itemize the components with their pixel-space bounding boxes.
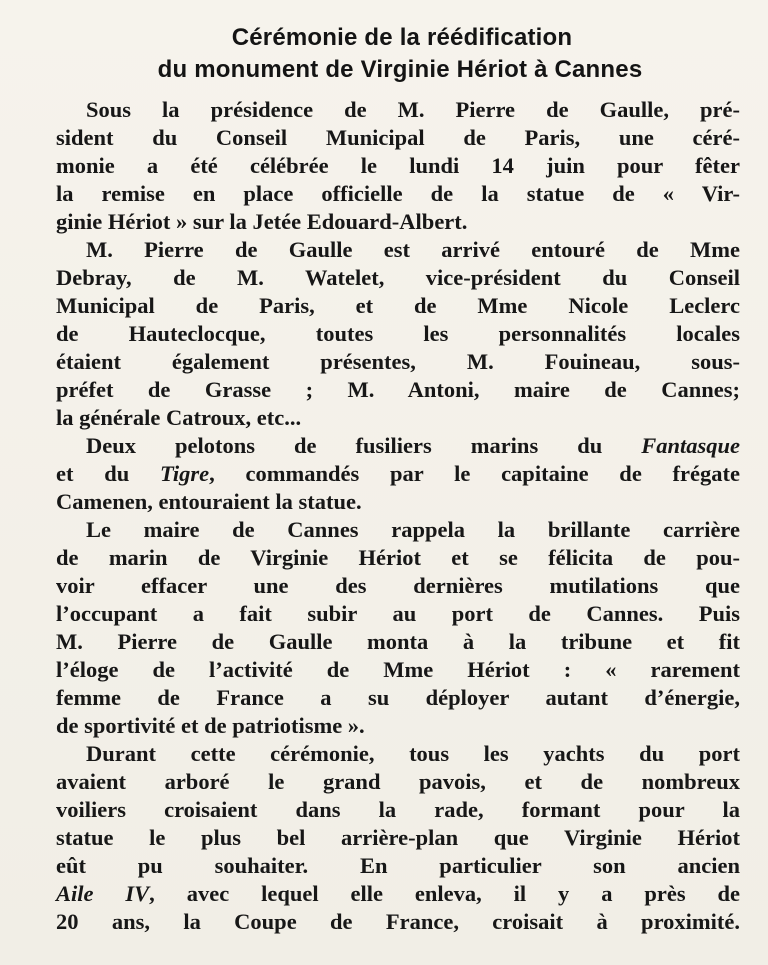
text-line: [56, 880, 740, 907]
text-line: eût pu souhaiter. En particulier son ancien: [56, 853, 740, 878]
text-line: Sous la présidence de M. Pierre de Gaulle, pré-: [86, 97, 740, 122]
text-line: de Hauteclocque, toutes les personnalités locales: [56, 321, 740, 346]
text-line: de sportivité et de patriotisme ».: [56, 713, 365, 738]
yacht-name-aile-iv: Aile IV: [56, 881, 150, 906]
text-line: M. Pierre de Gaulle monta à la tribune et fit: [56, 629, 740, 654]
text-line: statue le plus bel arrière-plan que Virginie Hériot: [56, 825, 740, 850]
text-line: Camenen, entouraient la statue.: [56, 489, 362, 514]
text-segment: , commandés par le capitaine de frégate: [209, 461, 740, 486]
text-line: [86, 432, 740, 459]
text-line: l’occupant a fait subir au port de Cannes. Puis: [56, 601, 740, 626]
text-line: l’éloge de l’activité de Mme Hériot : « rarement: [56, 657, 740, 682]
text-line: de marin de Virginie Hériot et se félicita de pou-: [56, 545, 740, 570]
text-line: voir effacer une des dernières mutilations que: [56, 573, 740, 598]
text-line: femme de France a su déployer autant d’énergie,: [56, 685, 740, 710]
text-line: la générale Catroux, etc...: [56, 405, 302, 430]
article-title-line-2: du monument de Virginie Hériot à Cannes: [157, 56, 643, 83]
text-line: sident du Conseil Municipal de Paris, une céré-: [56, 125, 740, 150]
article-title-line-1: Cérémonie de la réédification: [231, 24, 573, 51]
text-line: M. Pierre de Gaulle est arrivé entouré de Mme: [86, 237, 740, 262]
text-line: monie a été célébrée le lundi 14 juin pour fêter: [56, 153, 740, 178]
text-line: Debray, de M. Watelet, vice-président du Conseil: [56, 265, 740, 290]
ship-name-tigre: Tigre: [160, 461, 210, 486]
text-line: Durant cette cérémonie, tous les yachts du port: [86, 741, 740, 766]
ship-name-fantasque: Fantasque: [641, 433, 740, 458]
text-segment: Deux pelotons de fusiliers marins du: [86, 433, 642, 458]
text-line: ginie Hériot » sur la Jetée Edouard-Albert.: [56, 209, 468, 234]
text-line: avaient arboré le grand pavois, et de nombreux: [56, 769, 740, 794]
text-line: étaient également présentes, M. Fouineau, sous-: [56, 349, 740, 374]
text-line: la remise en place officielle de la statue de « Vir-: [56, 181, 740, 206]
text-line: voiliers croisaient dans la rade, formant pour la: [56, 797, 740, 822]
text-line: Le maire de Cannes rappela la brillante carrière: [86, 517, 740, 542]
text-line: [56, 460, 740, 487]
text-segment: , avec lequel elle enleva, il y a près de: [149, 881, 740, 906]
text-line: préfet de Grasse ; M. Antoni, maire de Cannes;: [56, 377, 740, 402]
text-line: Municipal de Paris, et de Mme Nicole Leclerc: [56, 293, 740, 318]
text-line: 20 ans, la Coupe de France, croisait à proximité.: [56, 909, 740, 934]
text-segment: et du: [56, 461, 160, 486]
